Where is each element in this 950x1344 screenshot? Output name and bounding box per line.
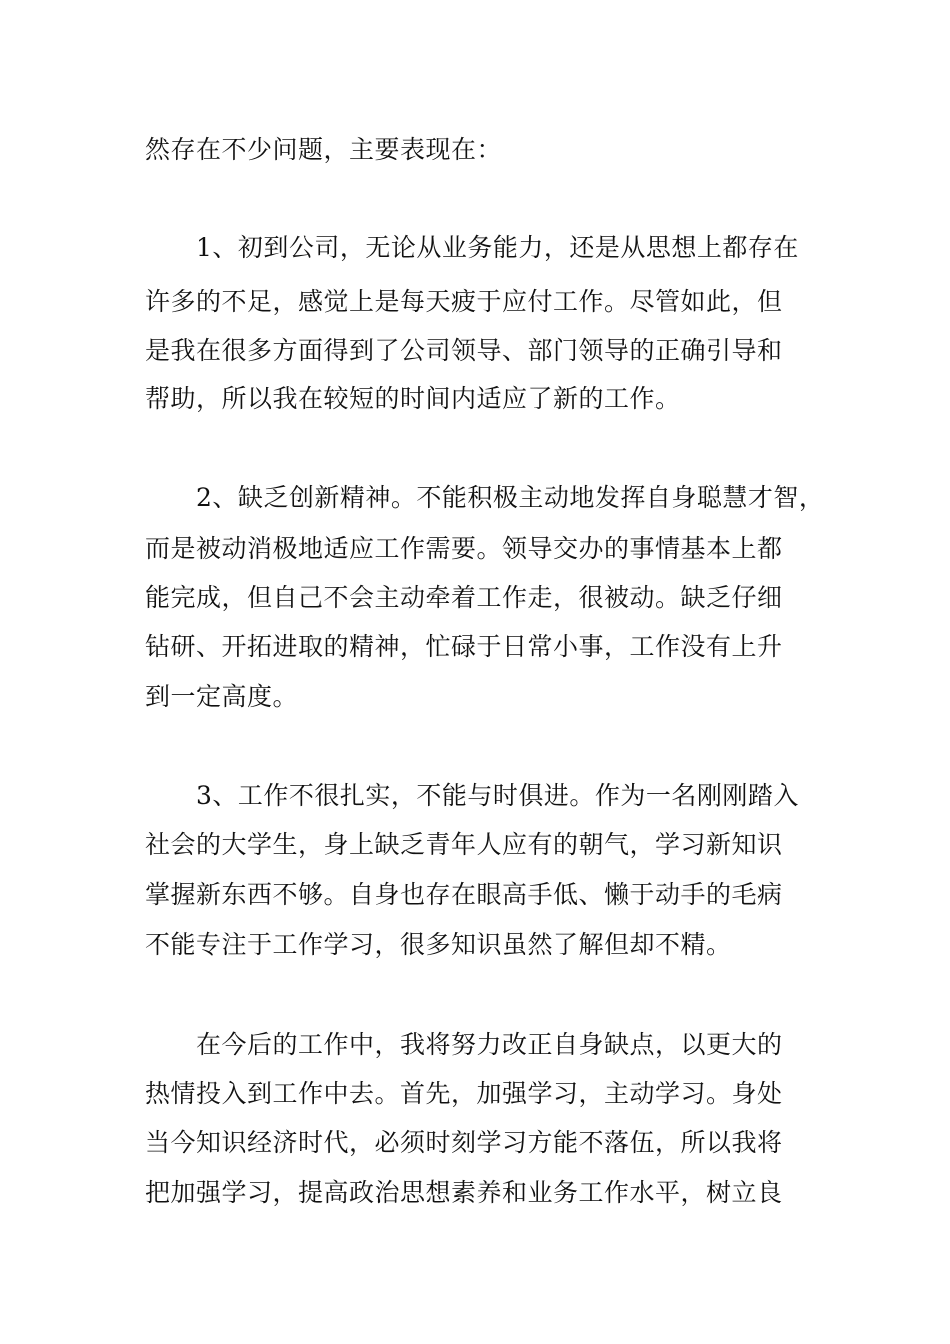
text-line: 社会的大学生，身上缺乏青年人应有的朝气，学习新知识 [145,830,783,859]
text-line: 许多的不足，感觉上是每天疲于应付工作。尽管如此，但 [145,287,783,316]
text-line: 然存在不少问题，主要表现在： [145,135,503,164]
text-line: 到一定高度。 [145,682,299,711]
paragraph-3-first-line: 3、工作不很扎实，不能与时俱进。作为一名刚刚踏入 [196,781,799,810]
text-line: 钻研、开拓进取的精神，忙碌于日常小事，工作没有上升 [145,632,783,661]
text-line: 掌握新东西不够。自身也存在眼高手低、懒于动手的毛病 [145,880,783,909]
text-line: 能完成，但自己不会主动牵着工作走，很被动。缺乏仔细 [145,583,783,612]
text-line: 当今知识经济时代，必须时刻学习方能不落伍，所以我将 [145,1128,783,1157]
text-line: 而是被动消极地适应工作需要。领导交办的事情基本上都 [145,534,783,563]
text-line: 把加强学习，提高政治思想素养和业务工作水平，树立良 [145,1178,783,1207]
paragraph-1-first-line: 1、初到公司，无论从业务能力，还是从思想上都存在 [196,233,799,262]
text-line: 帮助，所以我在较短的时间内适应了新的工作。 [145,384,681,413]
paragraph-4-first-line: 在今后的工作中，我将努力改正自身缺点，以更大的 [196,1030,783,1059]
paragraph-2-first-line: 2、缺乏创新精神。不能积极主动地发挥自身聪慧才智， [196,483,825,512]
text-line: 热情投入到工作中去。首先，加强学习，主动学习。身处 [145,1079,783,1108]
text-line: 是我在很多方面得到了公司领导、部门领导的正确引导和 [145,336,783,365]
text-line: 不能专注于工作学习，很多知识虽然了解但却不精。 [145,930,732,959]
